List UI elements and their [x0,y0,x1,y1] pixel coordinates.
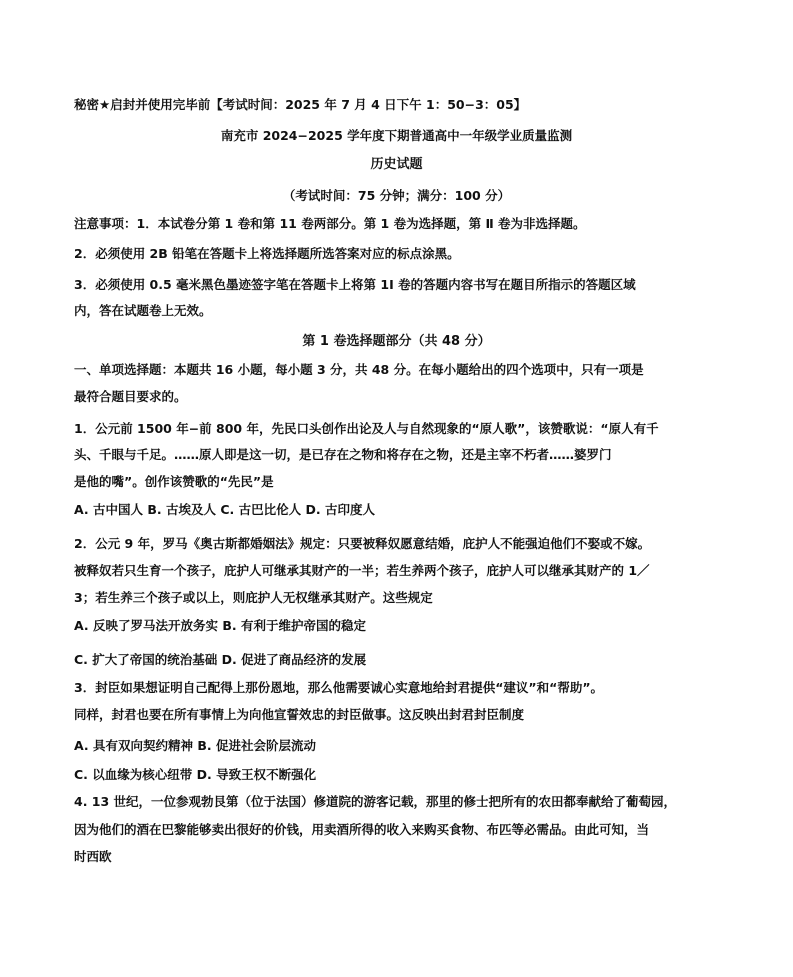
q2-line-3: 3；若生养三个孩子或以上，则庇护人无权继承其财产。这些规定 [74,590,433,605]
q3-options-a: A. 具有双向契约精神 B. 促进社会阶层流动 [74,738,316,753]
subject-title: 历史试题 [370,157,423,172]
notes-line-2: 2．必须使用 2B 铅笔在答题卡上将选择题所选答案对应的标点涂黑。 [74,246,460,261]
section-intro-a: 一、单项选择题：本题共 16 小题，每小题 3 分，共 48 分。在每小题给出的四个选项中，只有一项是 [74,362,644,377]
q2-line-1: 2．公元 9 年，罗马《奥古斯都婚姻法》规定：只要被释奴愿意结婚，庇护人不能强迫他们不娶或不嫁。 [74,536,651,551]
q4-line-2: 因为他们的酒在巴黎能够卖出很好的价钱，用卖酒所得的收入来购买食物、布匹等必需品。由此可知，当 [74,822,650,837]
section-intro-b: 最符合题目要求的。 [74,389,187,404]
q4-line-3: 时西欧 [74,849,112,864]
q1-line-2: 头、千眼与千足。……原人即是这一切，是已存在之物和将存在之物，还是主宰不朽者……婆罗门 [74,447,612,462]
section-title: 第 1 卷选择题部分（共 48 分） [302,334,491,349]
q3-line-1: 3．封臣如果想证明自己配得上那份恩地，那么他需要诚心实意地给封君提供“建议”和“帮助”。 [74,680,604,695]
q2-line-2: 被释奴若只生育一个孩子，庇护人可继承其财产的一半；若生养两个孩子，庇护人可以继承其财产的 1／ [74,563,650,578]
q1-options: A. 古中国人 B. 古埃及人 C. 古巴比伦人 D. 古印度人 [74,502,375,517]
q1-line-3: 是他的嘴”。创作该赞歌的“先民”是 [74,474,274,489]
notes-line-3b: 内，答在试题卷上无效。 [74,303,212,318]
q4-line-1: 4. 13 世纪，一位参观勃艮第（位于法国）修道院的游客记载，那里的修士把所有的农田都奉献给了葡萄园， [74,794,677,809]
q3-options-b: C. 以血缘为核心纽带 D. 导致王权不断强化 [74,767,317,782]
q1-line-1: 1．公元前 1500 年−前 800 年，先民口头创作出论及人与自然现象的“原人歌”，该赞歌说：“原人有千 [74,421,659,436]
time-score-line: （考试时间：75 分钟；满分：100 分） [282,188,511,203]
notes-line-3a: 3．必须使用 0.5 毫米黑色墨迹签字笔在答题卡上将第 1I 卷的答题内容书写在题目所指示的答题区域 [74,277,636,292]
exam-title: 南充市 2024−2025 学年度下期普通高中一年级学业质量监测 [220,128,573,143]
q2-options-a: A. 反映了罗马法开放务实 B. 有利于维护帝国的稳定 [74,618,366,633]
secret-exam-time-line: 秘密★启封并使用完毕前【考试时间：2025 年 7 月 4 日下午 1：50−3：05】 [74,97,527,112]
notes-line-1: 注意事项：1．本试卷分第 1 卷和第 11 卷两部分。第 1 卷为选择题，第 Ⅱ 卷为非选择题。 [74,216,586,231]
q3-line-2: 同样，封君也要在所有事情上为向他宣誓效忠的封臣做事。这反映出封君封臣制度 [74,707,525,722]
q2-options-b: C. 扩大了帝国的统治基础 D. 促进了商品经济的发展 [74,652,367,667]
